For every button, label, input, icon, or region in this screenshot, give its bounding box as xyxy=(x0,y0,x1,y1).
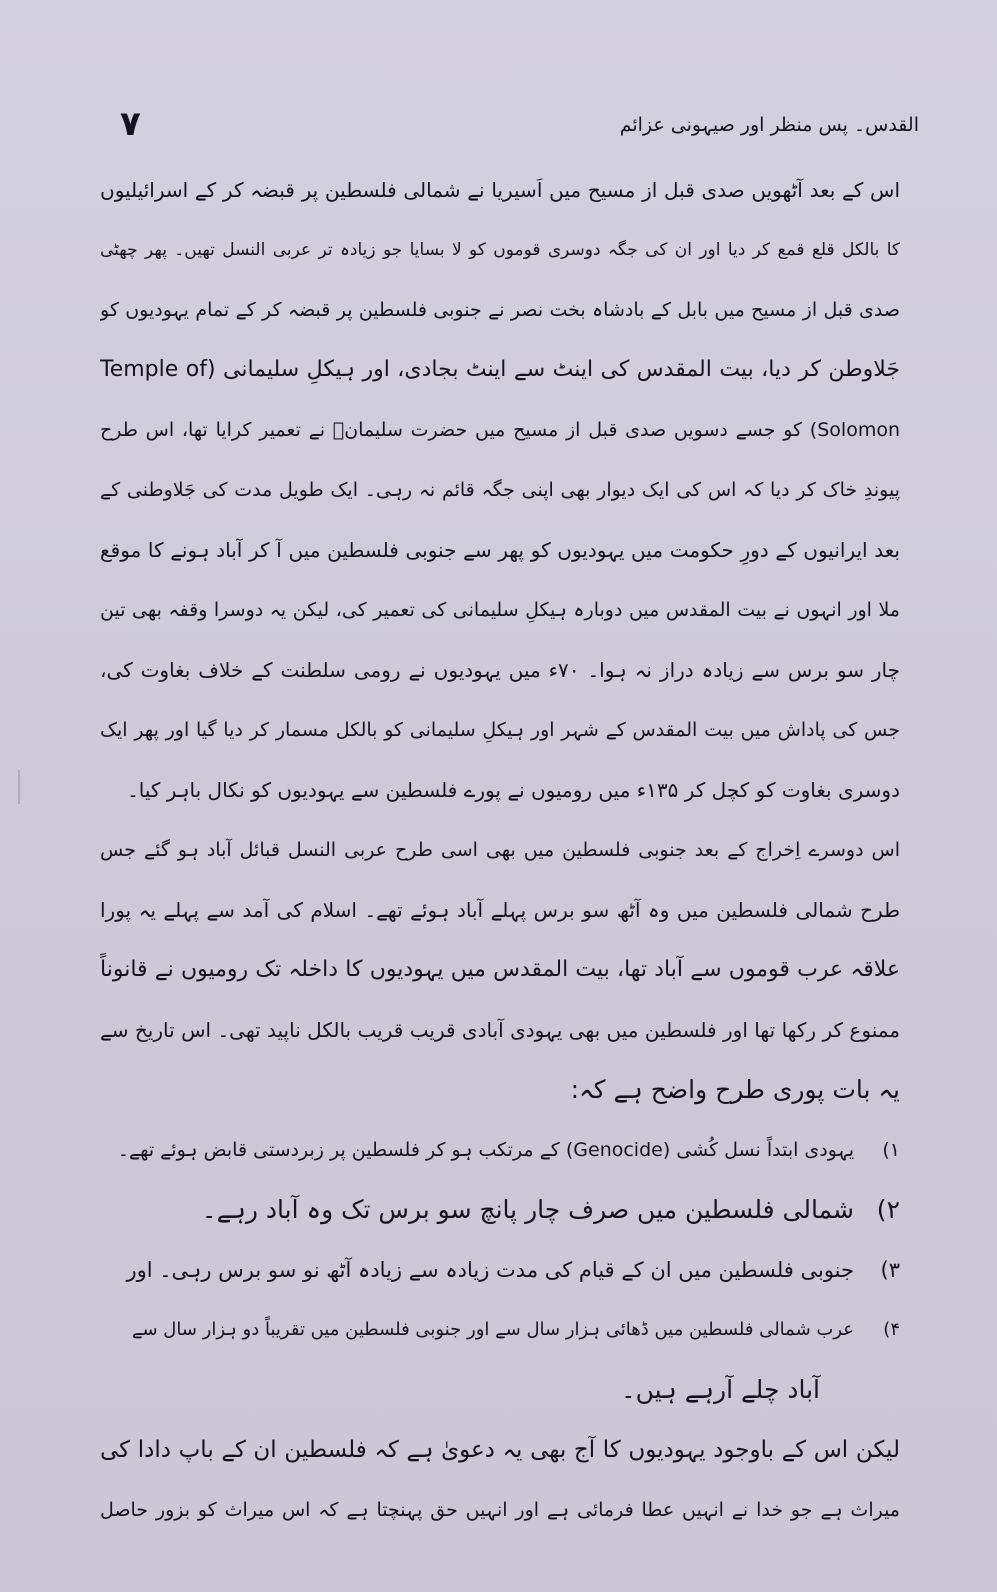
paragraph-2-line: اس دوسرے اِخراج کے بعد جنوبی فلسطین میں بھی اسی طرح عربی النسل قبائل آباد ہو گئے جس xyxy=(100,839,900,861)
list-item-text: شمالی فلسطین میں صرف چار پانچ سو برس تک وہ آباد رہے۔ xyxy=(201,1195,854,1224)
paragraph-3-line: میراث ہے جو خدا نے انہیں عطا فرمائی ہے اور انہیں حق پہنچتا ہے کہ اس میراث کو بزور حاصل xyxy=(100,1499,900,1521)
paragraph-1-line: صدی قبل از مسیح میں بابل کے بادشاہ بخت نصر نے جنوبی فلسطین پر قبضہ کر کے تمام یہودیوں کو xyxy=(100,299,900,321)
list-item xyxy=(100,1180,900,1240)
paragraph-1-line: کا بالکل قلع قمع کر دیا اور ان کی جگہ دوسری قوموں کو لا بسایا جو زیادہ تر عربی النسل تھیں۔ پھر چھٹی xyxy=(100,240,900,260)
body-text xyxy=(100,160,900,1540)
list-item-text: جنوبی فلسطین میں ان کے قیام کی مدت زیادہ سے زیادہ آٹھ نو سو برس رہی۔ اور xyxy=(126,1258,854,1282)
paragraph-1-line: Solomon) کو جسے دسویں صدی قبل از مسیح میں حضرت سلیمانؑ نے تعمیر کرایا تھا، اس طرح xyxy=(100,419,900,441)
paragraph-2-line: علاقہ عرب قوموں سے آباد تھا، بیت المقدس میں یہودیوں کا داخلہ تک رومیوں نے قانوناً xyxy=(100,957,900,982)
paragraph-1-line: پیوندِ خاک کر دیا کہ اس کی ایک دیوار بھی اپنی جگہ قائم نہ رہی۔ ایک طویل مدت کی جَلاوطنی کے xyxy=(100,479,900,501)
scan-artifact xyxy=(18,770,20,804)
paragraph-1-line: جَلاوطن کر دیا، بیت المقدس کی اینٹ سے اینٹ بجادی، اور ہیکلِ سلیمانی (Temple of xyxy=(100,357,900,382)
paragraph-1-line: چار سو برس سے زیادہ دراز نہ ہوا۔ ۷۰ء میں یہودیوں نے رومی سلطنت کے خلاف بغاوت کی، xyxy=(100,658,900,682)
list-item-number: ۲) xyxy=(876,1195,900,1224)
paragraph-1-line: جس کی پاداش میں بیت المقدس کے شہر اور ہیکلِ سلیمانی کو بالکل مسمار کر دیا گیا اور پھر ایک xyxy=(100,719,900,741)
page-number: ۷ xyxy=(120,104,141,144)
list-item xyxy=(100,1300,900,1360)
paragraph-1-line: بعد ایرانیوں کے دورِ حکومت میں یہودیوں کو پھر سے جنوبی فلسطین میں آ کر آباد ہونے کا موقع xyxy=(100,538,900,562)
list-item-number: ۱) xyxy=(882,1139,900,1161)
list-item-continuation: آباد چلے آرہے ہیں۔ xyxy=(620,1375,820,1404)
list-item-text: یہودی ابتداً نسل کُشی (Genocide) کے مرتکب ہو کر فلسطین پر زبردستی قابض ہوئے تھے۔ xyxy=(117,1139,854,1161)
page-header xyxy=(110,104,919,150)
running-title: القدس۔ پس منظر اور صیہونی عزائم xyxy=(619,114,919,136)
list-item-number: ۳) xyxy=(880,1258,900,1282)
paragraph-1-line: اس کے بعد آٹھویں صدی قبل از مسیح میں اَسیریا نے شمالی فلسطین پر قبضہ کر کے اسرائیلیوں xyxy=(100,178,900,202)
list-item xyxy=(100,1240,900,1300)
list-item xyxy=(100,1120,900,1180)
paragraph-3-line: لیکن اس کے باوجود یہودیوں کا آج بھی یہ دعویٰ ہے کہ فلسطین ان کے باپ دادا کی xyxy=(100,1437,900,1463)
paragraph-1-line: ملا اور انہوں نے بیت المقدس میں دوبارہ ہیکلِ سلیمانی کی تعمیر کی، لیکن یہ دوسرا وقفہ بھی تین xyxy=(100,599,900,621)
paragraph-2-line: ممنوع کر رکھا تھا اور فلسطین میں بھی یہودی آبادی قریب قریب بالکل ناپید تھی۔ اس تاریخ سے xyxy=(100,1018,900,1042)
list-item-text: عرب شمالی فلسطین میں ڈھائی ہزار سال سے اور جنوبی فلسطین میں تقریباً دو ہزار سال سے xyxy=(131,1319,854,1340)
list-item-number: ۴) xyxy=(883,1319,900,1340)
paragraph-1-line: دوسری بغاوت کو کچل کر ۱۳۵ء میں رومیوں نے پورے فلسطین سے یہودیوں کو نکال باہر کیا۔ xyxy=(127,778,900,802)
paragraph-2-line: طرح شمالی فلسطین میں وہ آٹھ سو برس پہلے آباد ہوئے تھے۔ اسلام کی آمد سے پہلے یہ پورا xyxy=(100,898,900,922)
paragraph-2-line: یہ بات پوری طرح واضح ہے کہ: xyxy=(570,1075,900,1104)
